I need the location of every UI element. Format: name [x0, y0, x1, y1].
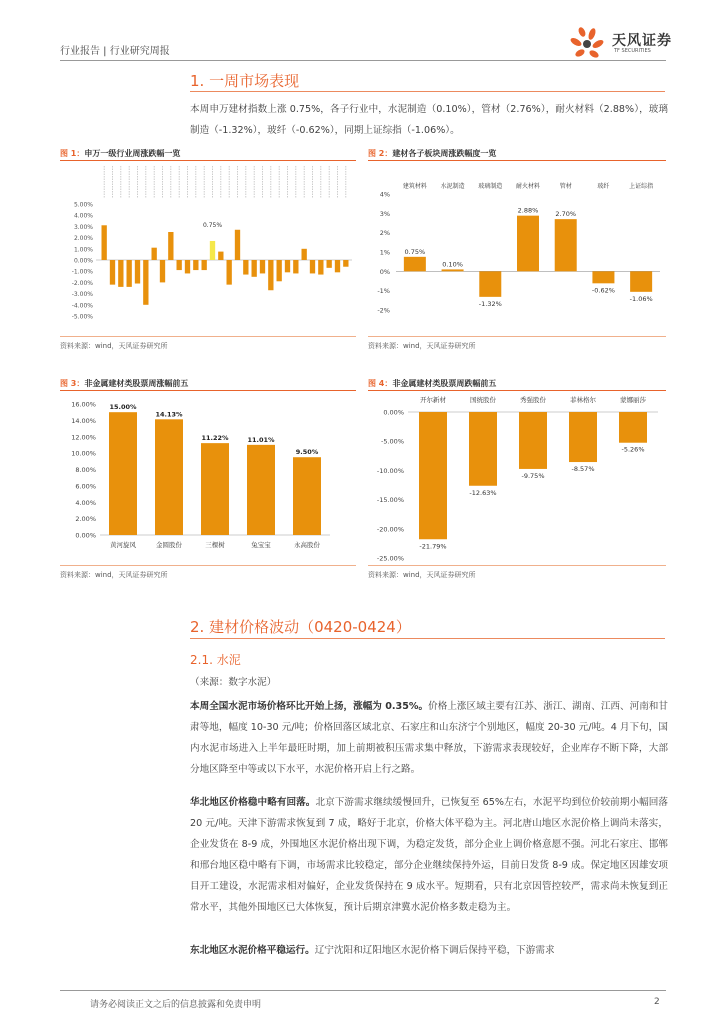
p2-body: 北京下游需求继续缓慢回升，已恢复至 65%左右，水泥平均到位价较前期小幅回落 20 元/吨。天津下游需求恢复到 7 成，略好于北京，价格大体平稳为主。河北唐山地区水泥价格上调尚未落实，企业发货在 8-9 成，外围地区水泥价格出现下调，为稳定发货，部分企业上调价格意愿不强。河北石家庄、邯郸和邢台地区稳中略有下调，市场需求比较稳定，部分企业继续保持外运，目前日发货 8-9 成。保定地区因雄安项目开工建设，水泥需求相对偏好，企业发货保持在 9 成水平。短期看，只有北京因管控较严，需求尚未恢复到正常水平，其他外围地区已大体恢复，预计后期京津冀水泥价格多数走稳为主。 — [190, 797, 669, 913]
bar — [327, 260, 332, 268]
bar — [555, 219, 577, 271]
source-note: （来源：数字水泥） — [190, 677, 277, 688]
category-label: 开尔新材 — [420, 396, 446, 404]
category-label: 金圆股份 — [156, 541, 182, 549]
logo-en: TF SECURITIES — [614, 48, 651, 54]
bar — [177, 260, 182, 270]
y-tick-label: 3% — [379, 209, 390, 218]
bar — [110, 260, 115, 285]
bar — [252, 260, 257, 277]
bar — [268, 260, 273, 290]
data-label: -5.26% — [621, 445, 645, 454]
fig3-title — [60, 378, 188, 389]
p3-body: 辽宁沈阳和辽阳地区水泥价格下调后保持平稳，下游需求 — [314, 945, 555, 956]
bar — [310, 260, 315, 273]
y-tick-label: -20.00% — [376, 525, 404, 534]
bar — [109, 412, 137, 535]
category-label: 管材 — [559, 183, 572, 190]
data-label: -1.32% — [478, 299, 502, 308]
bar — [469, 412, 497, 486]
bar — [210, 241, 215, 260]
cement-paragraph-2 — [190, 792, 668, 918]
category-label: 玻璃制造 — [478, 183, 503, 190]
fig2-top-rule — [368, 160, 666, 161]
bar — [404, 257, 426, 272]
bar — [318, 260, 323, 275]
fig1-chart — [60, 162, 356, 334]
bar — [202, 260, 207, 270]
fig4-top-rule — [368, 390, 666, 391]
bar — [247, 445, 275, 535]
page-number: 2 — [654, 997, 660, 1007]
y-tick-label: -4.00% — [71, 302, 93, 310]
section2-title: 2. 建材价格波动（0420-0424） — [190, 618, 411, 636]
fig4-bottom-rule — [368, 565, 666, 566]
y-tick-label: 14.00% — [71, 416, 96, 425]
data-label: -21.79% — [419, 542, 447, 551]
y-tick-label: 1.00% — [73, 246, 93, 254]
bar — [302, 249, 307, 260]
fig1-title — [60, 148, 180, 159]
category-label: 秀强股份 — [520, 396, 546, 404]
fig2-chart — [368, 162, 666, 334]
category-label: 玻纤 — [597, 183, 610, 190]
y-tick-label: 12.00% — [71, 433, 96, 442]
y-tick-label: 0% — [379, 267, 390, 276]
bar — [285, 260, 290, 272]
fig3-prefix: 图 3： — [60, 379, 85, 388]
fig2-bottom-rule — [368, 336, 666, 337]
bar — [118, 260, 123, 287]
fig1-prefix: 图 1： — [60, 149, 85, 158]
logo-cn: 天风证券 — [612, 33, 672, 49]
y-tick-label: -5.00% — [71, 313, 93, 321]
y-tick-label: 16.00% — [71, 400, 96, 409]
bar — [243, 260, 248, 275]
section2-subtitle: 2.1. 水泥 — [190, 653, 241, 667]
bar — [442, 269, 464, 271]
fig3-bottom-rule — [60, 565, 356, 566]
fig3-title-text: 非金属建材类股票周涨幅前五 — [84, 379, 189, 388]
category-label: 黄河旋风 — [110, 541, 136, 549]
fig2-title-text: 建材各子板块周涨跌幅度一览 — [392, 149, 497, 158]
data-label: 9.50% — [295, 448, 319, 457]
data-label: -8.57% — [571, 465, 595, 474]
section1-underline — [190, 91, 665, 92]
bar — [519, 412, 547, 469]
category-label: 水泥制造 — [440, 183, 465, 190]
bar — [619, 412, 647, 443]
footer-disclaimer: 请务必阅读正文之后的信息披露和免责申明 — [90, 1000, 262, 1010]
y-tick-label: 4.00% — [73, 212, 93, 220]
bar — [135, 260, 140, 284]
p1-lead: 本周全国水泥市场价格环比开始上扬，涨幅为 0.35%。 — [190, 701, 429, 712]
bar-annotation: 0.75% — [202, 221, 223, 229]
fig1-source: 资料来源：wind，天风证券研究所 — [60, 342, 168, 350]
data-label: -12.63% — [469, 488, 497, 497]
bar — [155, 419, 183, 535]
fig4-chart — [368, 392, 666, 564]
category-label: 上证综指 — [629, 183, 654, 190]
y-tick-label: 2% — [379, 229, 390, 238]
bar — [185, 260, 190, 273]
y-tick-label: -2% — [377, 306, 390, 315]
bar — [235, 230, 240, 260]
footer-divider — [60, 990, 666, 991]
data-label: 15.00% — [109, 403, 137, 412]
fig3-source: 资料来源：wind，天风证券研究所 — [60, 571, 168, 579]
fig4-prefix: 图 4： — [368, 379, 393, 388]
bar — [152, 248, 157, 260]
data-label: 0.10% — [442, 260, 463, 269]
data-label: 11.01% — [247, 435, 275, 444]
bar — [293, 457, 321, 535]
bar — [517, 216, 539, 272]
category-label: 蒙娜丽莎 — [620, 396, 646, 404]
data-label: 14.13% — [155, 410, 183, 419]
data-label: -0.62% — [591, 286, 615, 295]
bar — [160, 260, 165, 282]
category-label: 国统股份 — [470, 396, 496, 404]
bar — [227, 260, 232, 285]
bar — [343, 260, 348, 267]
y-tick-label: 8.00% — [75, 466, 96, 474]
bar — [293, 260, 298, 273]
category-label: 耐火材料 — [515, 183, 541, 190]
y-tick-label: 2.00% — [75, 515, 96, 524]
header-divider — [60, 60, 666, 61]
y-tick-label: -2.00% — [71, 279, 93, 287]
fig1-bottom-rule — [60, 336, 356, 337]
cement-paragraph-1 — [190, 696, 668, 780]
y-tick-label: 2.00% — [73, 235, 93, 243]
fig3-top-rule — [60, 390, 356, 391]
y-tick-label: -1.00% — [71, 268, 93, 276]
fig1-top-rule — [60, 160, 356, 161]
y-tick-label: 0.00% — [73, 257, 93, 265]
bar — [277, 260, 282, 281]
y-tick-label: -10.00% — [376, 466, 404, 475]
category-label: 兔宝宝 — [251, 541, 271, 549]
y-tick-label: 4.00% — [75, 498, 96, 507]
cement-paragraph-3 — [190, 940, 668, 961]
fig2-prefix: 图 2： — [368, 149, 393, 158]
section2-underline — [190, 638, 665, 639]
y-tick-label: 6.00% — [75, 482, 96, 491]
section1-paragraph: 本周申万建材指数上涨 0.75%，各子行业中，水泥制造（0.10%），管材（2.76%），耐火材料（2.88%），玻璃制造（-1.32%），玻纤（-0.62%），同期上证综指（-1.06%）。 — [190, 104, 668, 136]
data-label: -9.75% — [521, 471, 545, 480]
bar — [168, 232, 173, 260]
fig2-title — [368, 148, 496, 159]
data-label: 0.75% — [404, 247, 426, 256]
fig4-title-text: 非金属建材类股票周跌幅前五 — [392, 379, 497, 388]
bar — [419, 412, 447, 539]
data-label: 11.22% — [201, 434, 229, 443]
fig4-source: 资料来源：wind，天风证券研究所 — [368, 571, 476, 579]
y-tick-label: -25.00% — [376, 554, 404, 563]
data-label: 2.88% — [517, 206, 539, 215]
p1-body: 价格上涨区域主要有江苏、浙江、湖南、江西、河南和甘肃等地，幅度 10-30 元/吨；价格回落区域北京、石家庄和山东济宁个别地区，幅度 20-30 元/吨。4 月下旬，国内水泥市场进入上半年最旺时期，加上前期被积压需求集中释放，下游需求表现较好，企业库存不断下降，大部分地区降至中等或以下水平，水泥价格开启上行之路。 — [190, 701, 668, 775]
bar — [479, 271, 501, 297]
fig3-chart — [60, 392, 356, 564]
report-type: 行业报告 | 行业研究周报 — [60, 46, 170, 57]
bar — [630, 271, 652, 291]
fig1-title-text: 申万一级行业周涨跌幅一览 — [84, 149, 181, 158]
y-tick-label: 3.00% — [73, 223, 93, 231]
bar — [218, 252, 223, 260]
category-label: 三棵树 — [205, 541, 225, 549]
data-label: -1.06% — [629, 294, 653, 303]
p3-lead: 东北地区水泥价格平稳运行。 — [190, 945, 315, 956]
bar — [201, 443, 229, 535]
section1-title: 1. 一周市场表现 — [190, 72, 300, 90]
y-tick-label: -1% — [377, 287, 390, 296]
y-tick-label: 10.00% — [71, 449, 96, 458]
logo-icon — [568, 26, 608, 60]
y-tick-label: 4% — [379, 190, 390, 199]
category-label: 永高股份 — [294, 541, 320, 549]
bar — [127, 260, 132, 287]
y-tick-label: 1% — [379, 248, 390, 257]
y-tick-label: -3.00% — [71, 291, 93, 299]
fig2-source: 资料来源：wind，天风证券研究所 — [368, 342, 476, 350]
y-tick-label: -5.00% — [381, 437, 404, 446]
company-logo — [568, 26, 678, 60]
y-tick-label: 5.00% — [73, 201, 93, 209]
y-tick-label: -15.00% — [376, 496, 404, 505]
bar — [260, 260, 265, 273]
bar — [143, 260, 148, 305]
bar — [592, 271, 614, 283]
fig4-title — [368, 378, 496, 389]
y-tick-label: 0.00% — [75, 531, 96, 540]
data-label: 2.70% — [555, 210, 577, 219]
bar — [335, 260, 340, 272]
p2-lead: 华北地区价格稳中略有回落。 — [190, 797, 316, 808]
category-label: 建筑材料 — [402, 183, 427, 190]
bar — [102, 225, 107, 260]
category-label: 菲林格尔 — [570, 396, 596, 404]
y-tick-label: 0.00% — [383, 408, 404, 417]
bar — [569, 412, 597, 462]
bar — [193, 260, 198, 270]
